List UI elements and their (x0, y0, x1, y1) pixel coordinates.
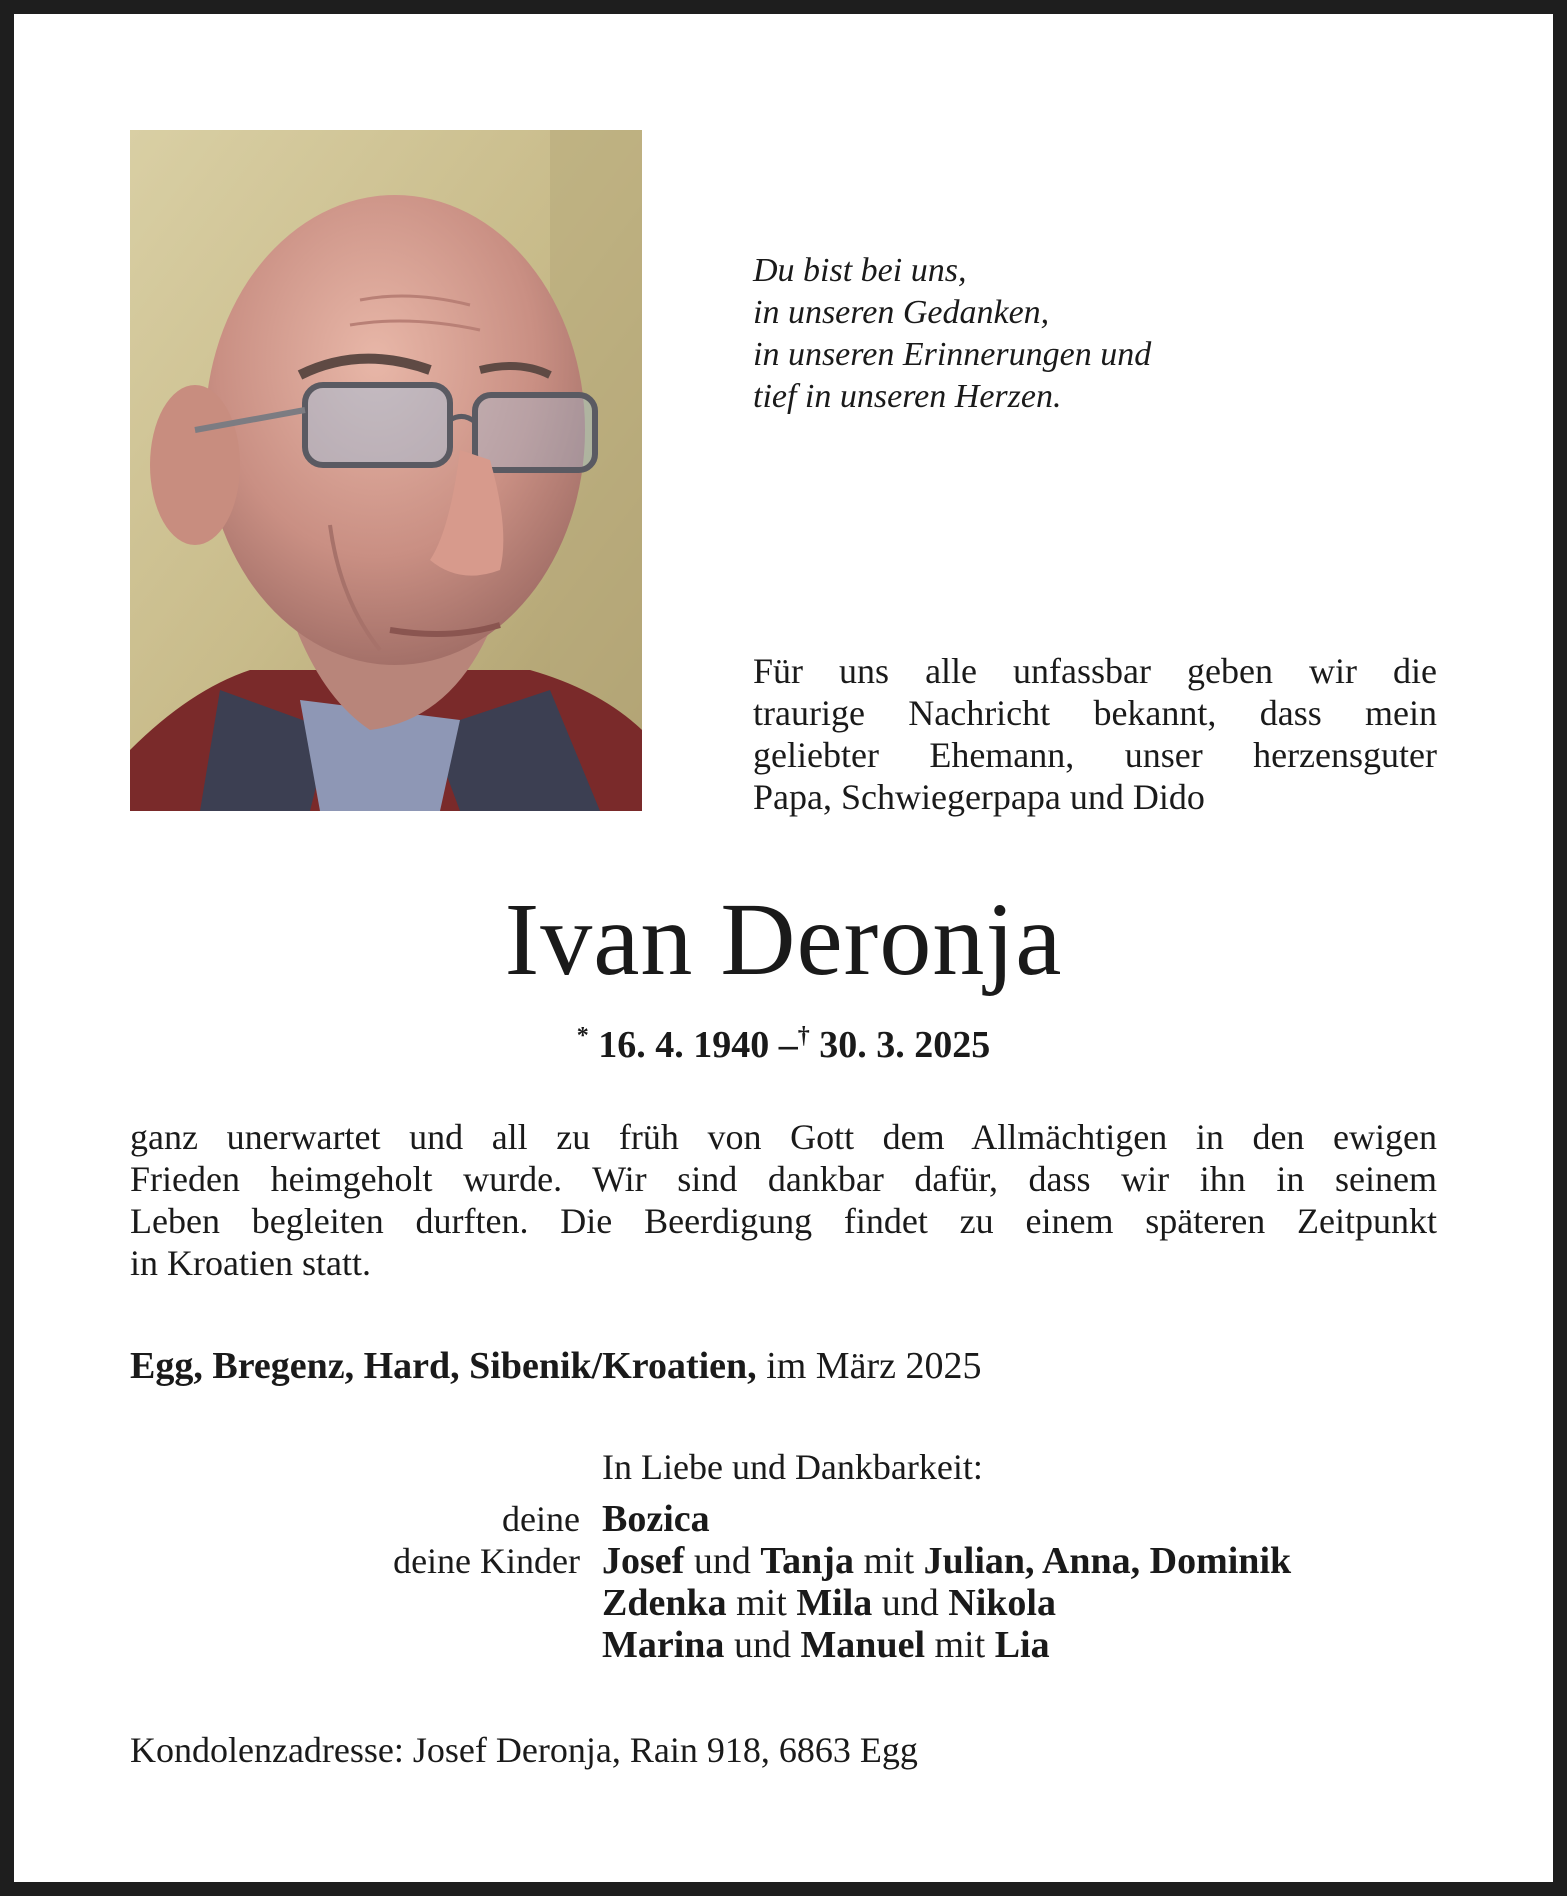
connector-word: und (872, 1582, 949, 1624)
family-list (130, 1498, 1437, 1666)
family-name: Lia (994, 1624, 1050, 1666)
condolence-address: Kondolenzadresse: Josef Deronja, Rain 918, 6863 Egg (130, 1730, 918, 1770)
birth-symbol: * (576, 1023, 589, 1049)
family-row (130, 1498, 1437, 1540)
death-symbol: † (797, 1023, 810, 1049)
body-line: in Kroatien statt. (130, 1243, 371, 1283)
body-line: ganz unerwartet und all zu früh von Gott dem Allmächtigen in den ewigen (130, 1117, 1437, 1157)
family-row (130, 1624, 1437, 1666)
family-name: Nikola (948, 1582, 1056, 1624)
connector-word: und (684, 1540, 761, 1582)
poem-line: tief in unseren Herzen. (753, 378, 1062, 415)
family-name: Mila (796, 1582, 873, 1624)
deceased-name: Ivan Deronja (504, 882, 1063, 997)
family-name: Julian, Anna, Dominik (923, 1540, 1292, 1582)
portrait-photo (130, 130, 642, 811)
place-date: im März 2025 (756, 1345, 982, 1387)
announcement-intro (753, 650, 1437, 818)
relation-label: deine (502, 1499, 580, 1539)
intro-line: geliebter Ehemann, unser herzensguter (753, 735, 1437, 775)
family-name: Josef (602, 1540, 685, 1582)
family-row (130, 1540, 1437, 1582)
place-locations: Egg, Bregenz, Hard, Sibenik/Kroatien, (130, 1345, 757, 1387)
intro-line: Papa, Schwiegerpapa und Dido (753, 777, 1205, 817)
connector-word: mit (726, 1582, 797, 1624)
connector-word: mit (853, 1540, 924, 1582)
death-date: 30. 3. 2025 (819, 1024, 991, 1066)
body-line: Leben begleiten durften. Die Beerdigung findet zu einem späteren Zeitpunkt (130, 1201, 1437, 1241)
life-dates (0, 1012, 1567, 1069)
relation-label: deine Kinder (393, 1541, 580, 1581)
birth-date: 16. 4. 1940 (598, 1024, 770, 1066)
poem-line: in unseren Gedanken, (753, 294, 1050, 331)
family-name: Marina (602, 1624, 725, 1666)
family-row (130, 1582, 1437, 1624)
body-line: Frieden heimgeholt wurde. Wir sind dankbar dafür, dass wir ihn in seinem (130, 1159, 1437, 1199)
memorial-poem (753, 250, 1453, 418)
announcement-body (130, 1116, 1437, 1284)
place-and-date (130, 1343, 1437, 1389)
signoff: In Liebe und Dankbarkeit: (602, 1447, 983, 1487)
family-name: Zdenka (602, 1582, 727, 1624)
intro-line: traurige Nachricht bekannt, dass mein (753, 693, 1437, 733)
intro-line: Für uns alle unfassbar geben wir die (753, 651, 1437, 691)
family-name: Tanja (760, 1540, 854, 1582)
connector-word: mit (925, 1624, 995, 1666)
poem-line: Du bist bei uns, (753, 252, 967, 289)
connector-word: und (724, 1624, 801, 1666)
family-name: Manuel (800, 1624, 925, 1666)
date-separator: – (778, 1024, 798, 1066)
family-name: Bozica (602, 1498, 710, 1540)
poem-line: in unseren Erinnerungen und (753, 336, 1152, 373)
